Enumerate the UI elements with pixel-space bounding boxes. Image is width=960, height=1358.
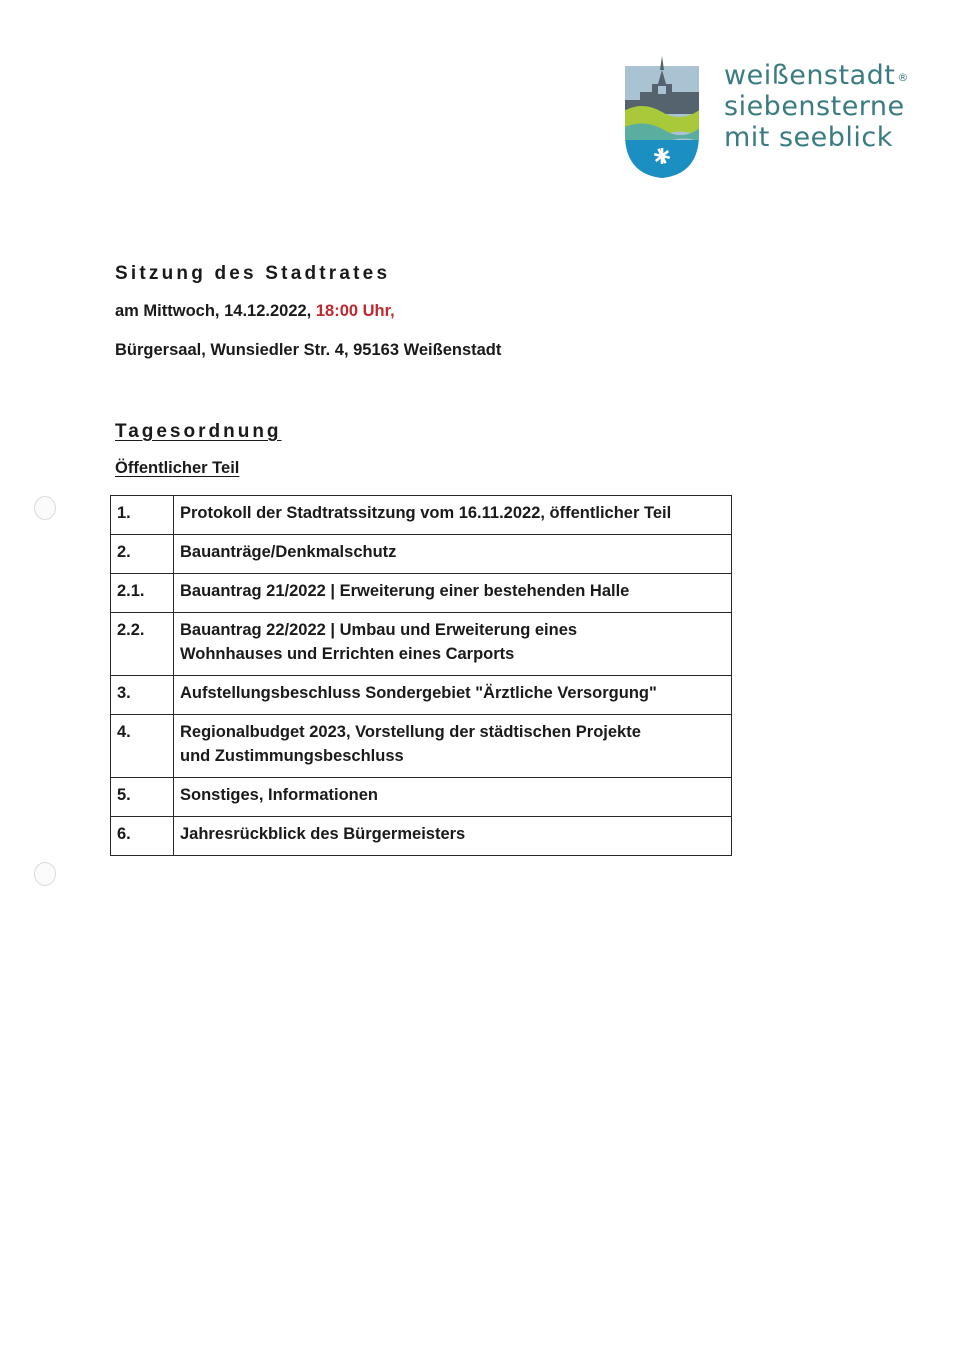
table-row xyxy=(111,574,732,613)
agenda-item-line: Regionalbudget 2023, Vorstellung der städtischen Projekte xyxy=(180,723,641,741)
agenda-item-line: Aufstellungsbeschluss Sondergebiet "Ärztliche Versorgung" xyxy=(180,684,657,702)
agenda-item-number: 5. xyxy=(111,778,174,817)
agenda-table xyxy=(110,495,732,856)
agenda-item-topic xyxy=(174,778,732,817)
agenda-item-number: 6. xyxy=(111,817,174,856)
agenda-item-number: 4. xyxy=(111,715,174,778)
agenda-item-number: 1. xyxy=(111,496,174,535)
table-row xyxy=(111,715,732,778)
agenda-item-topic xyxy=(174,676,732,715)
agenda-item-line: Bauanträge/Denkmalschutz xyxy=(180,543,397,561)
logo-wordmark xyxy=(724,60,909,153)
agenda-item-line: und Zustimmungsbeschluss xyxy=(180,747,404,765)
agenda-item-topic xyxy=(174,574,732,613)
meeting-title: Sitzung des Stadtrates xyxy=(115,263,391,284)
agenda-item-topic xyxy=(174,535,732,574)
agenda-item-line: Jahresrückblick des Bürgermeisters xyxy=(180,825,466,843)
meeting-location: Bürgersaal, Wunsiedler Str. 4, 95163 Weißenstadt xyxy=(115,341,502,359)
agenda-item-topic xyxy=(174,496,732,535)
table-row xyxy=(111,613,732,676)
weissenstadt-shield-icon xyxy=(622,56,702,180)
registered-mark: ® xyxy=(897,71,909,84)
table-row xyxy=(111,778,732,817)
table-row xyxy=(111,535,732,574)
logo-line-3: mit seeblick xyxy=(724,122,893,153)
meeting-date-text: am Mittwoch, 14.12.2022, xyxy=(115,302,316,320)
punch-hole-icon xyxy=(34,496,56,520)
agenda-item-number: 2.1. xyxy=(111,574,174,613)
agenda-heading: Tagesordnung xyxy=(115,421,282,442)
agenda-item-topic xyxy=(174,817,732,856)
table-row xyxy=(111,496,732,535)
agenda-item-number: 2.2. xyxy=(111,613,174,676)
public-section-heading: Öffentlicher Teil xyxy=(115,459,240,477)
logo-line-1: weißenstadt ® xyxy=(724,60,909,91)
logo-line-2: siebensterne xyxy=(724,91,905,122)
table-row xyxy=(111,676,732,715)
table-row xyxy=(111,817,732,856)
agenda-item-number: 2. xyxy=(111,535,174,574)
agenda-item-topic xyxy=(174,715,732,778)
agenda-item-number: 3. xyxy=(111,676,174,715)
agenda-table-body xyxy=(111,496,732,856)
city-logo xyxy=(622,56,922,186)
meeting-date xyxy=(115,302,395,321)
meeting-time: 18:00 Uhr, xyxy=(315,302,395,320)
agenda-item-line: Wohnhauses und Errichten eines Carports xyxy=(180,645,515,663)
agenda-item-line: Bauantrag 22/2022 | Umbau und Erweiterung eines xyxy=(180,621,578,639)
agenda-item-topic xyxy=(174,613,732,676)
punch-hole-icon xyxy=(34,862,56,886)
agenda-item-line: Sonstiges, Informationen xyxy=(180,786,379,804)
agenda-item-line: Protokoll der Stadtratssitzung vom 16.11.2022, öffentlicher Teil xyxy=(180,504,672,522)
agenda-item-line: Bauantrag 21/2022 | Erweiterung einer bestehenden Halle xyxy=(180,582,630,600)
